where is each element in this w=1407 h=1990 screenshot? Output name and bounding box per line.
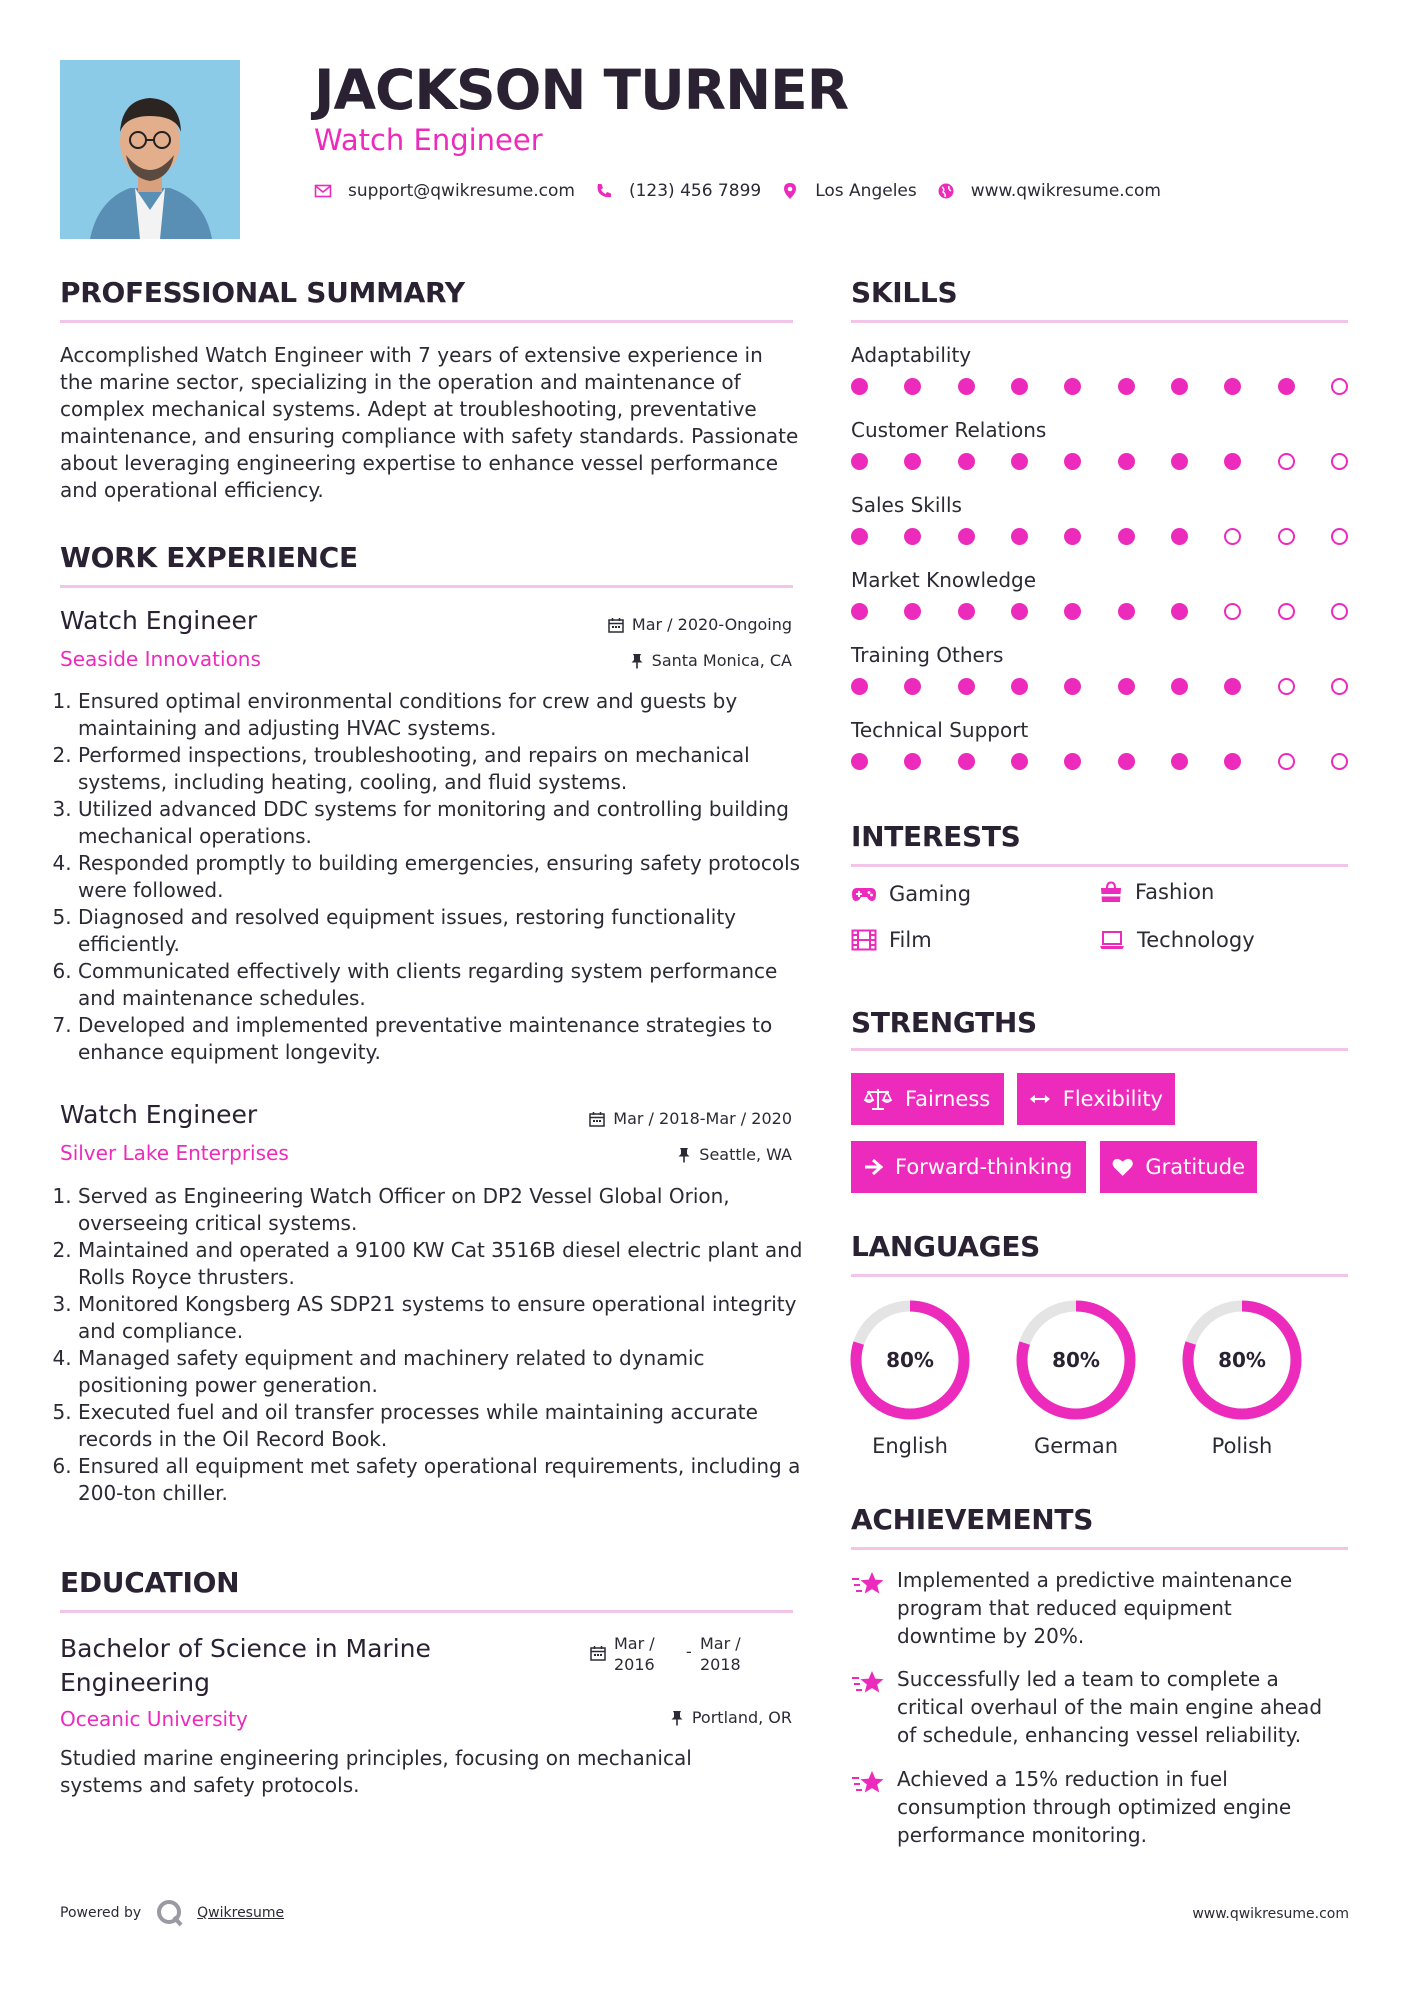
education-start-month: Mar / [614, 1634, 655, 1653]
rating-dot-filled [1064, 603, 1081, 620]
achievements-divider [851, 1547, 1348, 1550]
job-2-location [500, 1145, 792, 1164]
rating-dot-filled [1224, 753, 1241, 770]
rating-dot-filled [904, 678, 921, 695]
skill-row [851, 343, 1348, 395]
rating-dot-filled [958, 753, 975, 770]
rating-dot-filled [1171, 603, 1188, 620]
rating-dot-filled [851, 603, 868, 620]
education-description: Studied marine engineering principles, focusing on mechanical systems and safety protocols. [60, 1746, 692, 1797]
job-2-location-text: Seattle, WA [699, 1145, 792, 1164]
candidate-title: Watch Engineer [314, 123, 543, 157]
interest-technology [1099, 928, 1255, 952]
skill-name: Sales Skills [851, 493, 962, 517]
achievement-item [851, 1665, 1327, 1749]
rating-dot-filled [851, 753, 868, 770]
achievement-text: Implemented a predictive maintenance program that reduced equipment downtime by 20%. [897, 1568, 1293, 1648]
rating-dot-empty [1331, 453, 1348, 470]
languages-heading: LANGUAGES [851, 1230, 1041, 1263]
star-icon [851, 1769, 885, 1797]
skill-rating [851, 528, 1348, 545]
rating-dot-empty [1278, 453, 1295, 470]
language-item [1006, 1290, 1146, 1458]
skill-row [851, 418, 1348, 470]
rating-dot-filled [904, 753, 921, 770]
contact-email[interactable] [314, 181, 575, 201]
language-ring [1006, 1290, 1146, 1430]
language-ring [1172, 1290, 1312, 1430]
strengths-divider [851, 1048, 1348, 1051]
work-heading: WORK EXPERIENCE [60, 541, 358, 574]
contact-phone[interactable] [595, 181, 761, 201]
heart-icon [1112, 1156, 1133, 1178]
rating-dot-filled [1118, 453, 1135, 470]
rating-dot-filled [1064, 528, 1081, 545]
interest-gaming-label: Gaming [889, 882, 972, 906]
calendar-icon [590, 1645, 606, 1661]
star-icon [851, 1570, 885, 1598]
rating-dot-filled [958, 603, 975, 620]
film-icon [851, 929, 877, 951]
language-percent: 80% [1052, 1348, 1100, 1372]
education-end-month: Mar / [700, 1634, 741, 1653]
rating-dot-filled [1278, 378, 1295, 395]
job-1-role: Watch Engineer [60, 606, 258, 635]
language-ring [840, 1290, 980, 1430]
language-name: English [872, 1434, 948, 1458]
rating-dot-filled [958, 378, 975, 395]
skill-name: Adaptability [851, 343, 972, 367]
contact-phone-text: (123) 456 7899 [628, 181, 762, 201]
list-item: 1. Served as Engineering Watch Officer on DP2 Vessel Global Orion, overseeing critical systems. [78, 1183, 803, 1237]
education-location [500, 1708, 792, 1727]
rating-dot-filled [904, 378, 921, 395]
rating-dot-filled [1224, 453, 1241, 470]
profile-photo [60, 60, 240, 239]
skill-rating [851, 378, 1348, 395]
rating-dot-empty [1224, 603, 1241, 620]
candidate-name: JACKSON TURNER [314, 58, 849, 122]
pushpin-icon [670, 1710, 684, 1726]
education-start-year: 2016 [614, 1655, 655, 1674]
education-school: Oceanic University [60, 1707, 248, 1731]
skill-rating [851, 678, 1348, 695]
skill-row [851, 643, 1348, 695]
powered-by [60, 1898, 284, 1928]
skill-name: Technical Support [851, 718, 1029, 742]
strengths-heading: STRENGTHS [851, 1006, 1037, 1039]
rating-dot-filled [958, 528, 975, 545]
contact-website[interactable] [937, 181, 1161, 201]
interest-fashion [1099, 880, 1214, 904]
language-item [1172, 1290, 1312, 1458]
job-2-date-text: Mar / 2018-Mar / 2020 [613, 1109, 792, 1128]
rating-dot-filled [904, 453, 921, 470]
skill-rating [851, 753, 1348, 770]
languages-list [840, 1290, 1360, 1470]
rating-dot-empty [1331, 603, 1348, 620]
rating-dot-filled [904, 528, 921, 545]
strength-fairness [851, 1073, 1004, 1125]
achievement-item [851, 1566, 1327, 1650]
education-end-year: 2018 [700, 1655, 741, 1674]
skill-rating [851, 453, 1348, 470]
gamepad-icon [851, 885, 877, 903]
achievement-text: Achieved a 15% reduction in fuel consumption through optimized engine performance monitoring. [897, 1767, 1292, 1847]
rating-dot-filled [958, 678, 975, 695]
rating-dot-filled [1171, 678, 1188, 695]
rating-dot-filled [1011, 603, 1028, 620]
rating-dot-empty [1331, 378, 1348, 395]
list-item: 4. Responded promptly to building emergencies, ensuring safety protocols were followed. [78, 850, 803, 904]
language-percent: 80% [1218, 1348, 1266, 1372]
strength-gratitude [1100, 1141, 1257, 1193]
calendar-icon [608, 617, 624, 633]
list-item: 6. Ensured all equipment met safety operational requirements, including a 200-ton chiller. [78, 1453, 803, 1507]
education-location-text: Portland, OR [691, 1708, 792, 1727]
list-item: 5. Executed fuel and oil transfer processes while maintaining accurate records in the Oil Record Book. [78, 1399, 803, 1453]
strength-flexibility-label: Flexibility [1062, 1087, 1163, 1111]
skill-row [851, 568, 1348, 620]
contact-bar [314, 178, 1181, 204]
language-item [840, 1290, 980, 1458]
rating-dot-filled [1064, 678, 1081, 695]
list-item: 4. Managed safety equipment and machinery related to dynamic positioning power generation. [78, 1345, 803, 1399]
strength-forward-thinking [851, 1141, 1086, 1193]
languages-divider [851, 1274, 1348, 1277]
contact-website-text: www.qwikresume.com [970, 181, 1161, 201]
interest-fashion-label: Fashion [1135, 880, 1215, 904]
achievements-heading: ACHIEVEMENTS [851, 1503, 1094, 1536]
interest-gaming [851, 882, 971, 906]
rating-dot-filled [851, 378, 868, 395]
strength-flexibility [1017, 1073, 1175, 1125]
rating-dot-filled [851, 528, 868, 545]
education-degree [60, 1632, 431, 1700]
list-item: 2. Maintained and operated a 9100 KW Cat 3516B diesel electric plant and Rolls Royce thrusters. [78, 1237, 803, 1291]
interest-film-label: Film [889, 928, 932, 952]
rating-dot-filled [1011, 678, 1028, 695]
rating-dot-filled [1011, 453, 1028, 470]
map-pin-icon [781, 182, 799, 200]
star-icon [851, 1669, 885, 1697]
skills-heading: SKILLS [851, 276, 958, 309]
education-dates [590, 1633, 741, 1675]
qwikresume-link[interactable]: Qwikresume [197, 1905, 285, 1921]
job-1-duties [60, 688, 803, 1066]
date-separator: - [686, 1642, 692, 1661]
list-item: 7. Developed and implemented preventative maintenance strategies to enhance equipment longevity. [78, 1012, 803, 1066]
list-item: 1. Ensured optimal environmental conditions for crew and guests by maintaining and adjusting HVAC systems. [78, 688, 803, 742]
skill-rating [851, 603, 1348, 620]
rating-dot-filled [1118, 678, 1135, 695]
rating-dot-filled [851, 453, 868, 470]
education-heading: EDUCATION [60, 1566, 240, 1599]
calendar-icon [589, 1111, 605, 1127]
rating-dot-filled [1064, 378, 1081, 395]
phone-icon [595, 182, 613, 200]
rating-dot-empty [1224, 528, 1241, 545]
laptop-icon [1099, 930, 1125, 950]
rating-dot-filled [851, 678, 868, 695]
job-2-date [500, 1109, 792, 1128]
rating-dot-filled [1118, 603, 1135, 620]
interest-film [851, 928, 932, 952]
rating-dot-filled [1171, 453, 1188, 470]
list-item: 5. Diagnosed and resolved equipment issues, restoring functionality efficiently. [78, 904, 803, 958]
work-divider [60, 585, 793, 588]
rating-dot-empty [1278, 753, 1295, 770]
rating-dot-filled [1011, 378, 1028, 395]
rating-dot-filled [1011, 528, 1028, 545]
qwikresume-logo-icon [155, 1898, 185, 1928]
language-name: Polish [1211, 1434, 1273, 1458]
rating-dot-filled [958, 453, 975, 470]
summary-divider [60, 320, 793, 323]
list-item: 3. Monitored Kongsberg AS SDP21 systems to ensure operational integrity and compliance. [78, 1291, 803, 1345]
job-1-location [500, 651, 792, 670]
job-2-duties [60, 1183, 803, 1507]
education-degree-line-1: Bachelor of Science in Marine [60, 1634, 431, 1663]
contact-location [781, 181, 917, 201]
rating-dot-empty [1278, 603, 1295, 620]
job-1-date [500, 615, 792, 634]
skill-row [851, 718, 1348, 770]
skill-name: Training Others [851, 643, 1004, 667]
strength-fairness-label: Fairness [905, 1087, 991, 1111]
list-item: 2. Performed inspections, troubleshooting, and repairs on mechanical systems, including heating, cooling, and fluid systems. [78, 742, 803, 796]
job-1-date-text: Mar / 2020-Ongoing [631, 615, 792, 634]
rating-dot-empty [1331, 753, 1348, 770]
rating-dot-empty [1278, 528, 1295, 545]
job-2-company: Silver Lake Enterprises [60, 1141, 289, 1165]
skills-divider [851, 320, 1348, 323]
rating-dot-empty [1331, 528, 1348, 545]
summary-text: Accomplished Watch Engineer with 7 years of extensive experience in the marine sector, specializing in the operation and maintenance of complex mechanical systems. Adept at troubleshooting, preventative maintenance, and ensuring compliance with safety standards. Passionate about leveraging engineering expertise to enhance vessel performance and operational efficiency. [60, 343, 799, 502]
skill-row [851, 493, 1348, 545]
education-degree-line-2: Engineering [60, 1668, 210, 1697]
rating-dot-filled [1118, 528, 1135, 545]
arrows-horizontal-icon [1029, 1091, 1051, 1107]
education-start [614, 1633, 686, 1675]
pushpin-icon [630, 653, 644, 669]
arrow-right-icon [863, 1158, 883, 1176]
achievement-text: Successfully led a team to complete a critical overhaul of the main engine ahead of schedule, enhancing vessel reliability. [897, 1667, 1323, 1747]
envelope-icon [314, 182, 332, 200]
powered-by-label: Powered by [60, 1905, 142, 1921]
pushpin-icon [677, 1147, 691, 1163]
achievement-item [851, 1765, 1327, 1849]
rating-dot-filled [1171, 753, 1188, 770]
footer-website[interactable]: www.qwikresume.com [1192, 1906, 1349, 1922]
skill-name: Market Knowledge [851, 568, 1037, 592]
language-percent: 80% [886, 1348, 934, 1372]
rating-dot-filled [1064, 753, 1081, 770]
interests-heading: INTERESTS [851, 820, 1021, 853]
rating-dot-filled [1171, 378, 1188, 395]
strength-gratitude-label: Gratitude [1145, 1155, 1245, 1179]
list-item: 6. Communicated effectively with clients regarding system performance and maintenance schedules. [78, 958, 803, 1012]
interest-technology-label: Technology [1137, 928, 1255, 952]
strength-forward-thinking-label: Forward-thinking [895, 1155, 1073, 1179]
job-2-role: Watch Engineer [60, 1100, 258, 1129]
globe-icon [937, 182, 955, 200]
job-1-company: Seaside Innovations [60, 647, 261, 671]
rating-dot-filled [904, 603, 921, 620]
rating-dot-filled [1224, 378, 1241, 395]
list-item: 3. Utilized advanced DDC systems for monitoring and controlling building mechanical operations. [78, 796, 803, 850]
scale-icon [863, 1087, 893, 1111]
rating-dot-filled [1224, 678, 1241, 695]
rating-dot-empty [1331, 678, 1348, 695]
rating-dot-filled [1011, 753, 1028, 770]
contact-location-text: Los Angeles [815, 181, 917, 201]
interests-divider [851, 864, 1348, 867]
job-1-location-text: Santa Monica, CA [651, 651, 792, 670]
skill-name: Customer Relations [851, 418, 1047, 442]
education-end [700, 1633, 741, 1675]
rating-dot-filled [1064, 453, 1081, 470]
rating-dot-filled [1118, 378, 1135, 395]
rating-dot-empty [1278, 678, 1295, 695]
summary-heading: PROFESSIONAL SUMMARY [60, 276, 465, 309]
shopping-bag-icon [1099, 881, 1123, 903]
rating-dot-filled [1171, 528, 1188, 545]
education-divider [60, 1610, 793, 1613]
language-name: German [1033, 1434, 1119, 1458]
contact-email-text: support@qwikresume.com [348, 181, 575, 201]
rating-dot-filled [1118, 753, 1135, 770]
